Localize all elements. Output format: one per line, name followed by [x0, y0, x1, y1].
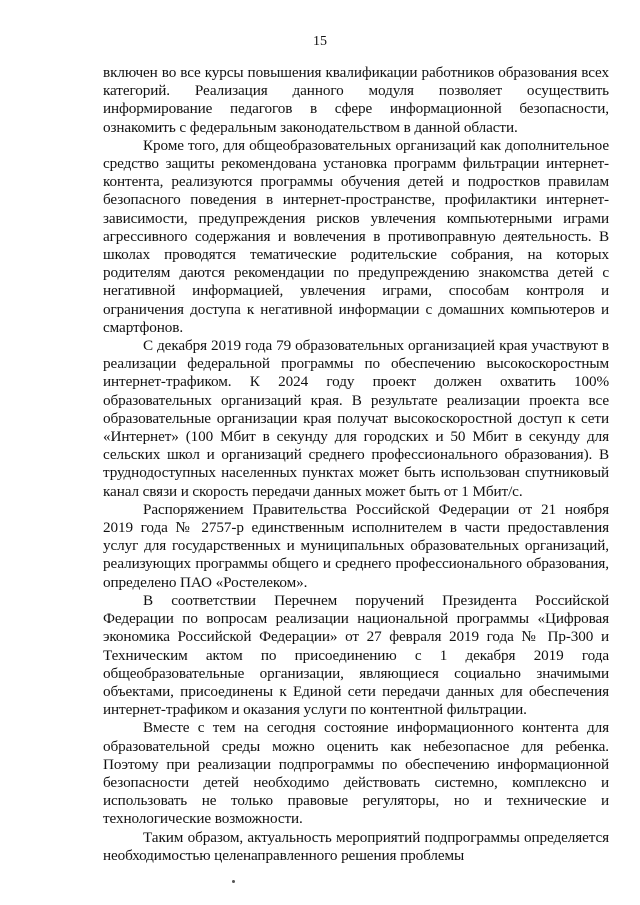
paragraph-information-safety: Вместе с тем на сегодня состояние информационного контента для образовательной среды можно оценить как небезопасное для ребенка. Поэтому при реализации подпрограммы по обеспечению информационной безопасности детей необходимо действовать системно, комплексно и использовать не только правовые регуляторы, но и технические и технологические возможности. [103, 719, 609, 828]
scan-speck [232, 880, 235, 883]
paragraph-continuation: включен во все курсы повышения квалификации работников образования всех категорий. Реализация данного модуля позволяет осуществить информирование педагогов в сфере информационной безопасности, ознакомить с федеральным законодательством в данной области. [103, 64, 609, 136]
paragraph-content-filtering: Кроме того, для общеобразовательных организаций как дополнительное средство защиты рекомендована установка программ фильтрации интернет-контента, реализуются программы обучения детей и подростков правилам безопасного поведения в интернет-пространстве, профилактики интернет-зависимости, предупреждения рисков увлечения компьютерными играми агрессивного содержания и вовлечения в противоправную деятельность. В школах проводятся тематические родительские собрания, на которых родителям даются рекомендации по предупреждению знакомства детей с негативной информацией, увлечения играми, способам контроля и ограничения доступа к негативной информации с домашних компьютеров и смартфонов. [103, 136, 609, 336]
paragraph-government-order: Распоряжением Правительства Российской Федерации от 21 ноября 2019 года № 2757-р единственным исполнителем в части предоставления услуг для государственных и муниципальных образовательных организаций, реализующих программы общего и среднего профессионального образования, определено ПАО «Ростелеком». [103, 500, 609, 591]
paragraph-presidential-instructions: В соответствии Перечнем поручений Президента Российской Федерации по вопросам реализации национальной программы «Цифровая экономика Российской Федерации» от 27 февраля 2019 года № Пр-300 и Техническим актом по присоединению с 1 декабря 2019 года общеобразовательные организации, являющиеся социально значимыми объектами, присоединены к Единой сети передачи данных для обеспечения интернет-трафиком и оказания услуги по контентной фильтрации. [103, 591, 609, 719]
document-body [103, 64, 609, 865]
page-number: 15 [313, 34, 327, 49]
paragraph-conclusion: Таким образом, актуальность мероприятий подпрограммы определяется необходимостью целенаправленного решения проблемы [103, 828, 609, 864]
paragraph-high-speed-internet: С декабря 2019 года 79 образовательных организацией края участвуют в реализации федеральной программы по обеспечению высокоскоростным интернет-трафиком. К 2024 году проект должен охватить 100% образовательных организаций края. В результате реализации проекта все образовательные организации края получат высокоскоростной доступ к сети «Интернет» (100 Мбит в секунду для городских и 50 Мбит в секунду для сельских школ и организаций среднего профессионального образования). В труднодоступных населенных пунктах может быть использован спутниковый канал связи и скорость передачи данных может быть от 1 Мбит/с. [103, 337, 609, 500]
